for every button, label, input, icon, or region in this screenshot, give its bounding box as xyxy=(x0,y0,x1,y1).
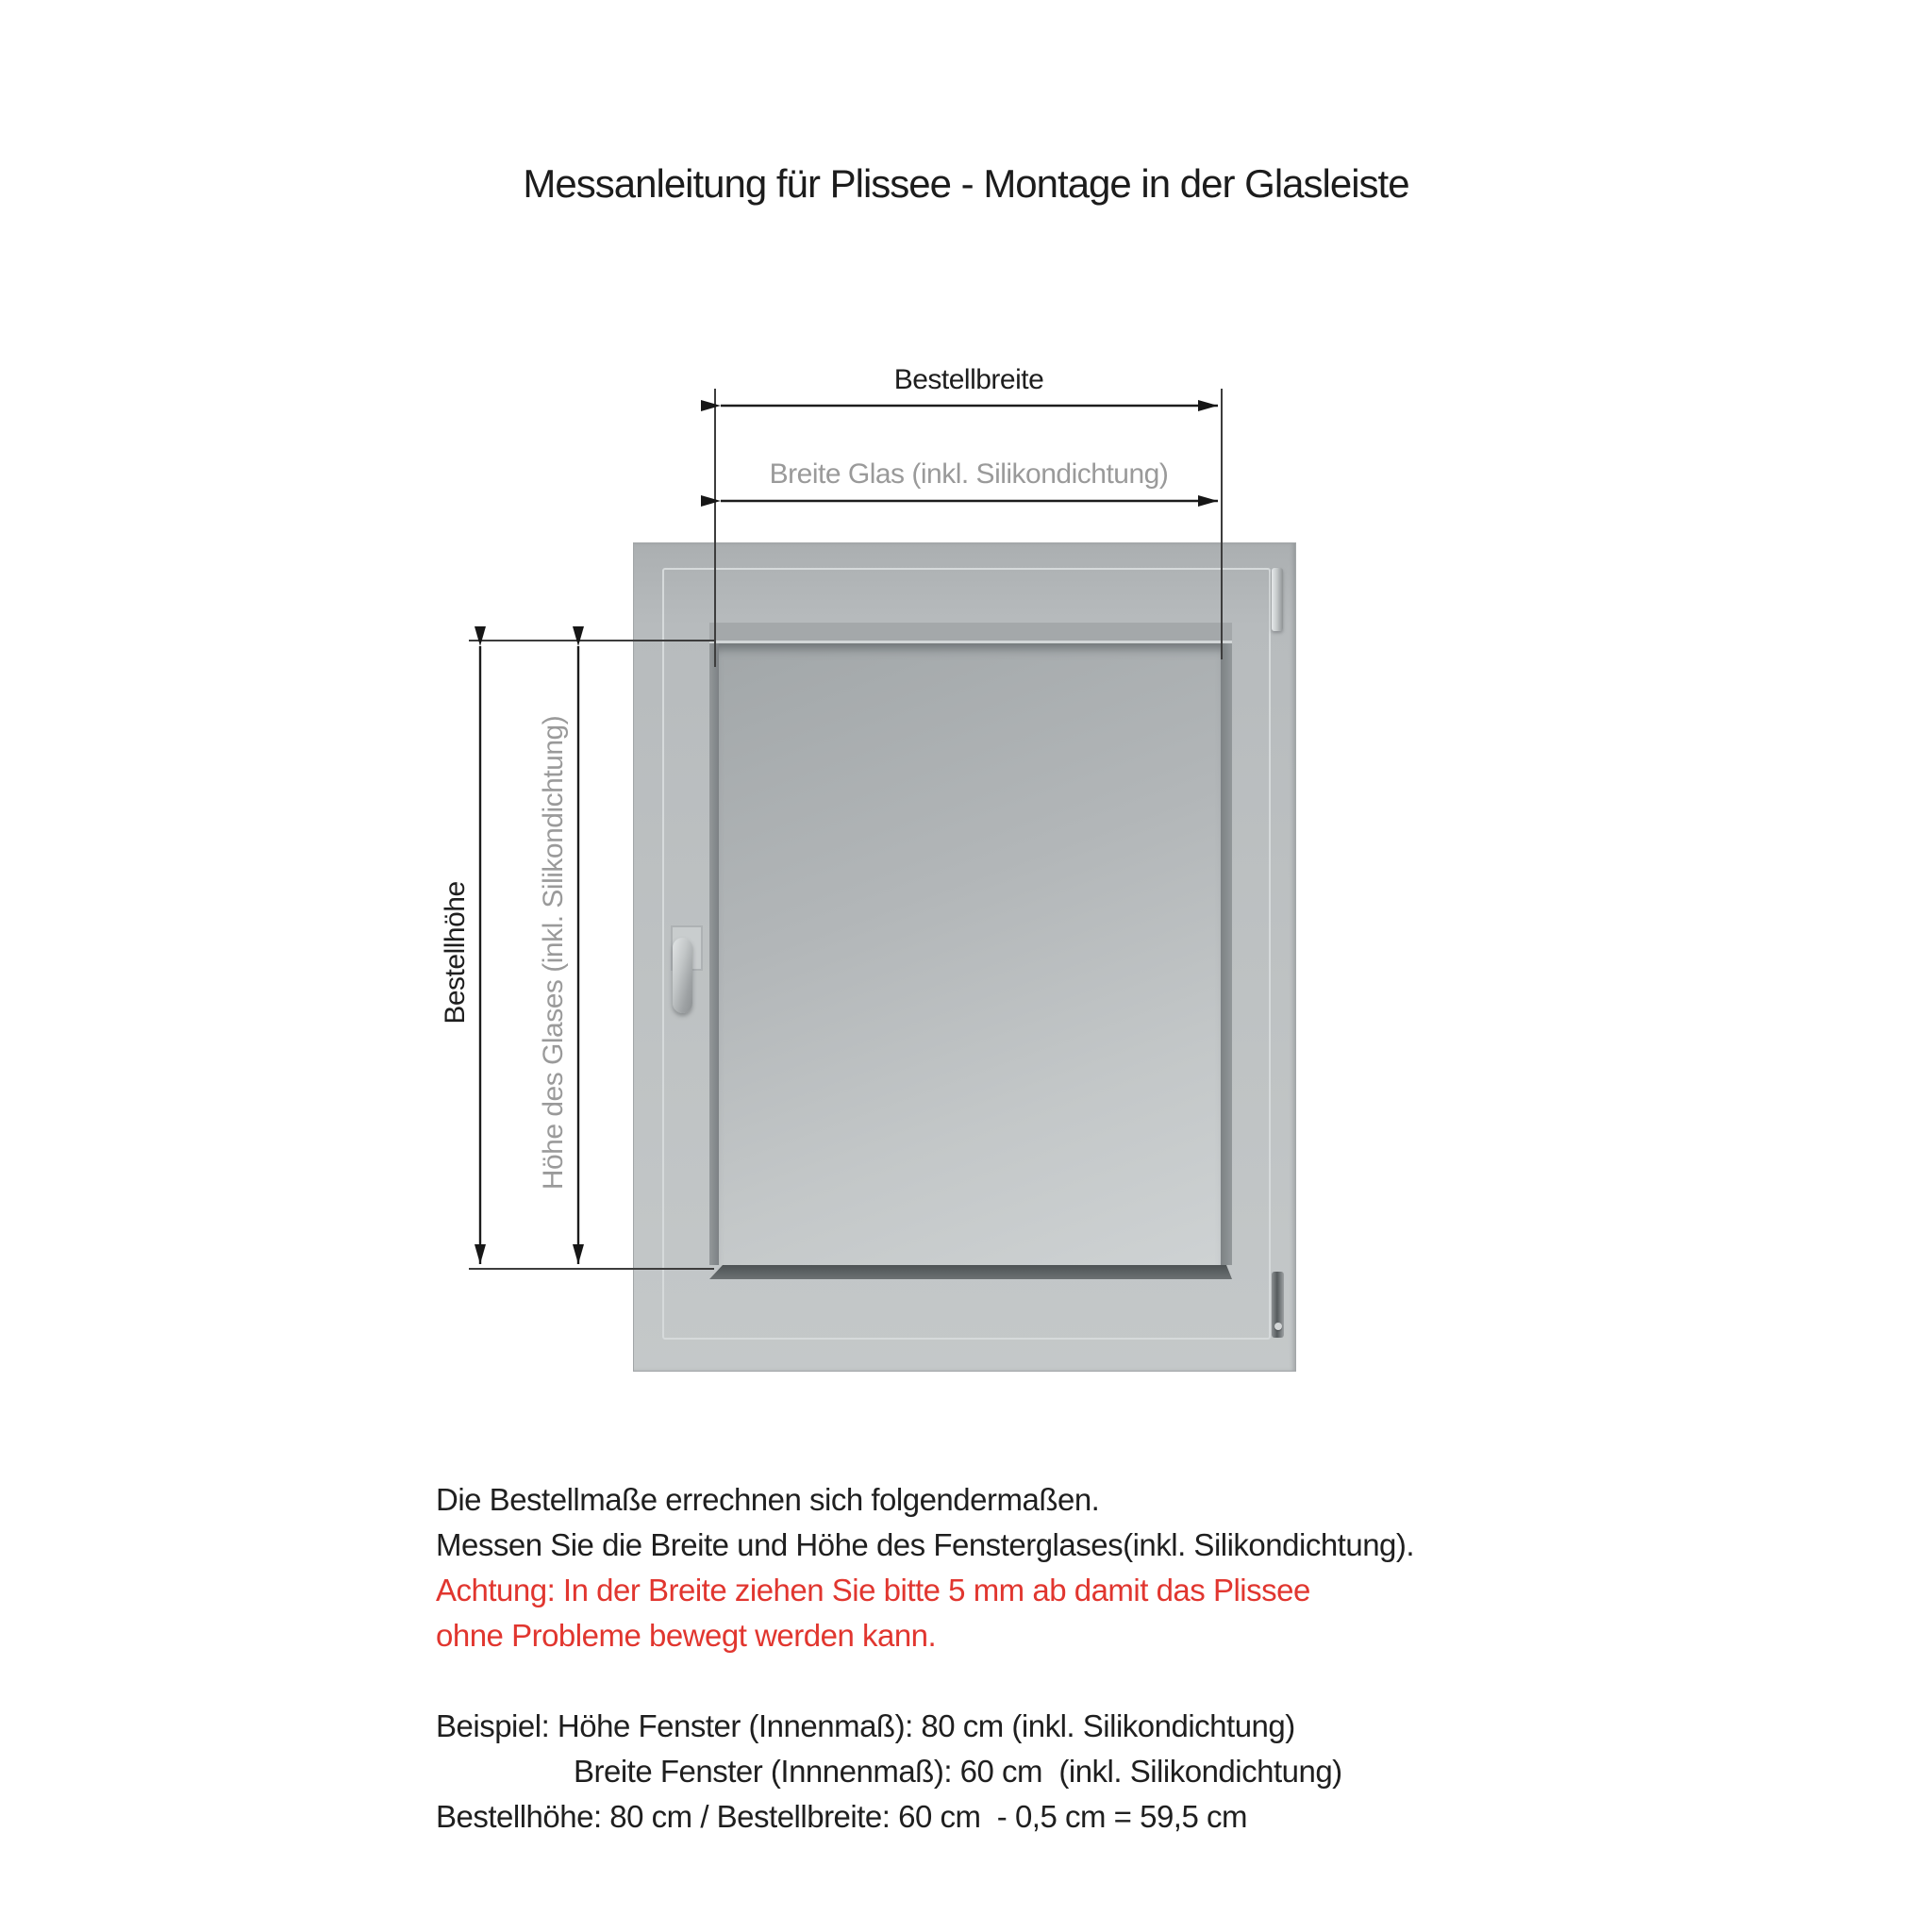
text-gap xyxy=(436,1658,1414,1704)
example-line-1: Beispiel: Höhe Fenster (Innenmaß): 80 cm (inkl. Silikondichtung) xyxy=(436,1708,1295,1743)
page-title: Messanleitung für Plissee - Montage in der Glasleiste xyxy=(523,161,1409,206)
instruction-text-block xyxy=(436,1477,1414,1840)
window-glass-pane xyxy=(719,643,1221,1265)
window-hinge-screw xyxy=(1274,1323,1282,1330)
window-handle-lever xyxy=(673,938,692,1013)
window-sash-top-band xyxy=(709,623,1232,643)
glass-height-label: Höhe des Glases (inkl. Silikondichtung) xyxy=(538,715,569,1191)
warning-line-2: ohne Probleme bewegt werden kann. xyxy=(436,1618,937,1653)
warning-line-1: Achtung: In der Breite ziehen Sie bitte 5 mm ab damit das Plissee xyxy=(436,1573,1310,1607)
glass-width-label: Breite Glas (inkl. Silikondichtung) xyxy=(769,458,1169,490)
glass-bead-bottom xyxy=(709,1265,1232,1279)
example-line-3: Bestellhöhe: 80 cm / Bestellbreite: 60 cm - 0,5 cm = 59,5 cm xyxy=(436,1799,1247,1834)
glass-bead-right xyxy=(1221,643,1232,1265)
order-width-label: Bestellbreite xyxy=(893,364,1044,395)
instruction-line-2: Messen Sie die Breite und Höhe des Fensterglases(inkl. Silikondichtung). xyxy=(436,1527,1415,1562)
glass-bead-left xyxy=(709,643,719,1265)
window-hinge-top xyxy=(1272,568,1283,631)
instruction-line-1: Die Bestellmaße errechnen sich folgendermaßen. xyxy=(436,1482,1100,1517)
order-height-label: Bestellhöhe xyxy=(440,881,471,1024)
example-line-2: Breite Fenster (Innnenmaß): 60 cm (inkl. Silikondichtung) xyxy=(574,1754,1342,1789)
